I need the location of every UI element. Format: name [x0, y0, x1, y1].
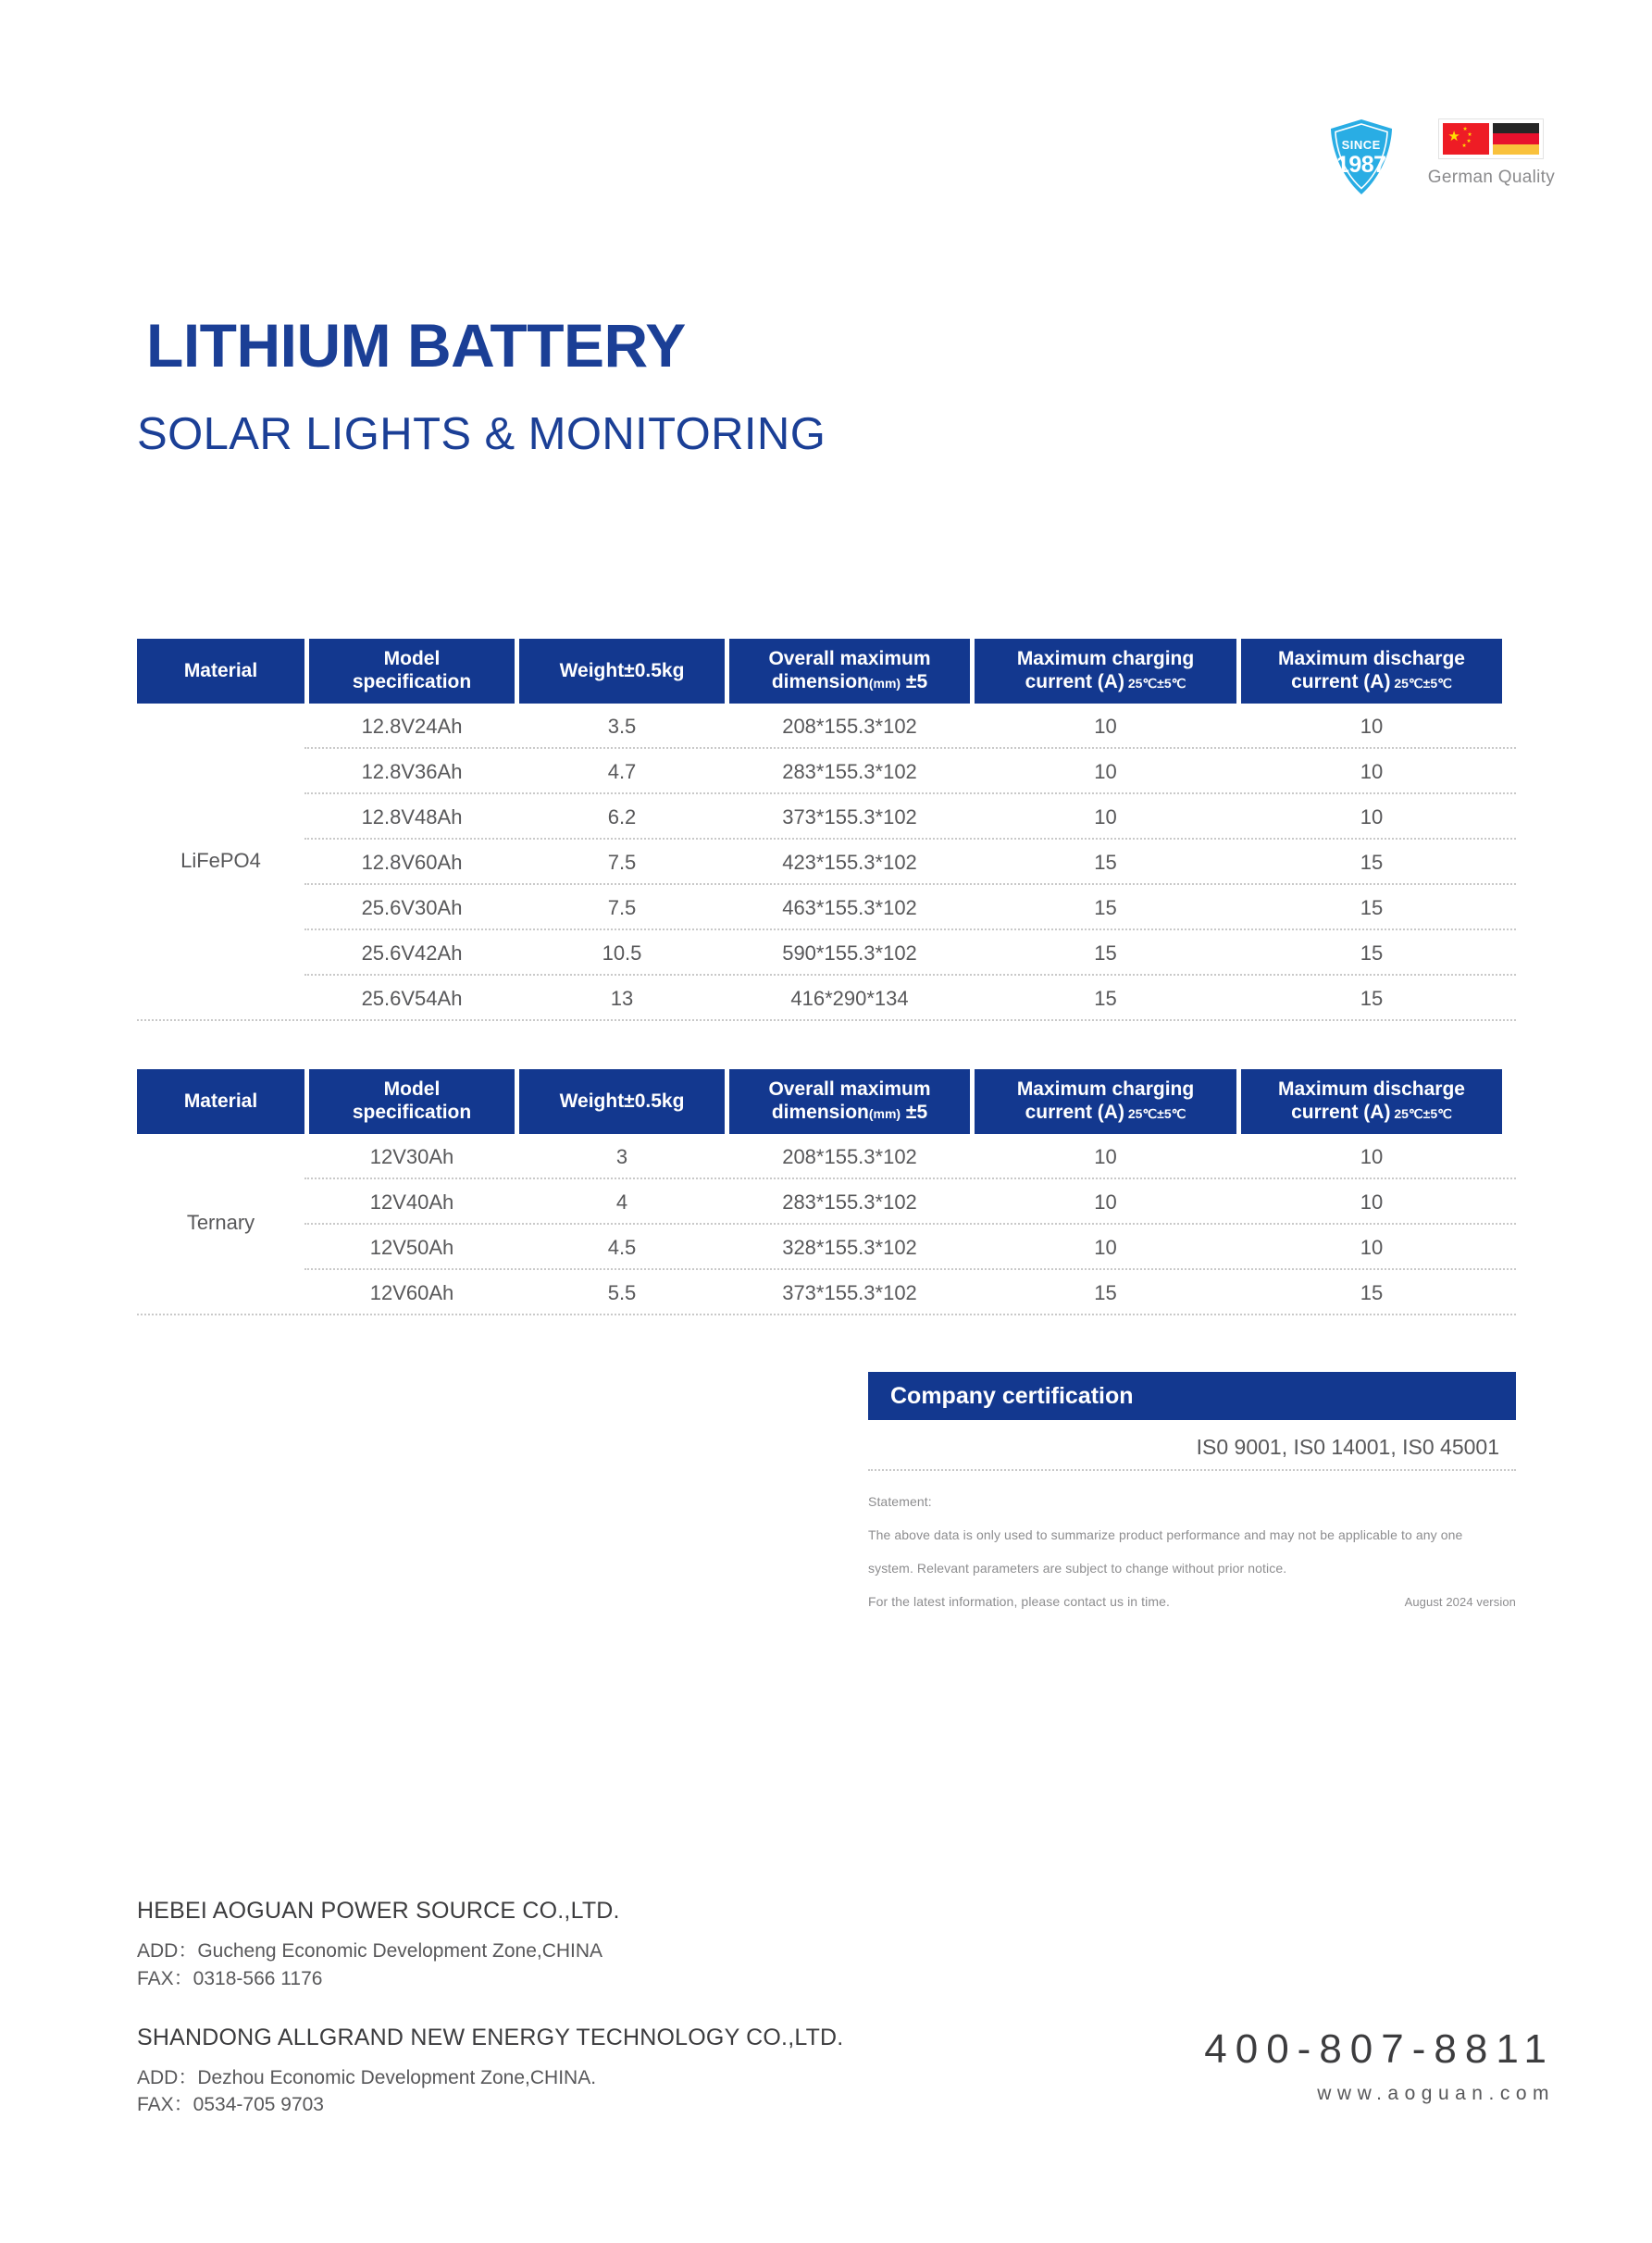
- german-quality-label: German Quality: [1427, 168, 1555, 187]
- lifepo4-spec-table: [137, 639, 1516, 1021]
- cell-charging-current: 10: [1094, 1235, 1117, 1259]
- statement-line-3-row: [868, 1595, 1516, 1608]
- cell-material-spacer: [137, 976, 304, 1021]
- column-header-max-charging-current: Maximum charging current (A) 25℃±5℃: [975, 1069, 1236, 1134]
- cell-model: 12V40Ah: [369, 1190, 454, 1214]
- table-body: [137, 704, 1516, 1021]
- cell-discharge-current: 15: [1360, 850, 1384, 874]
- cell-material-spacer: [137, 1134, 304, 1179]
- table-row: [137, 1225, 1516, 1270]
- column-header-max-charging-current: Maximum charging current (A) 25℃±5℃: [975, 639, 1236, 704]
- cell-material-spacer: [137, 794, 304, 840]
- cell-weight: 5.5: [607, 1280, 637, 1304]
- cell-model: 25.6V42Ah: [361, 941, 463, 965]
- company-block-1: [137, 1898, 843, 1993]
- cell-material-spacer: [137, 1270, 304, 1315]
- cell-charging-current: 10: [1094, 1190, 1117, 1214]
- cell-weight: 3.5: [607, 714, 637, 738]
- column-header-overall-dimension: Overall maximum dimension(mm) ±5: [729, 639, 970, 704]
- company-block-2: [137, 2025, 843, 2120]
- de-stripe-black: [1493, 123, 1539, 133]
- column-header-model-specification: Model specification: [309, 639, 515, 704]
- shield-since-label: SINCE: [1341, 137, 1381, 152]
- company-certification-block: [868, 1372, 1516, 1608]
- cell-weight: 4.5: [607, 1235, 637, 1259]
- cn-star-small-4: ★: [1461, 143, 1467, 149]
- cell-dimension: 373*155.3*102: [782, 804, 917, 829]
- flags-row: [1438, 118, 1544, 159]
- cell-weight: 10.5: [602, 941, 642, 965]
- china-flag-icon: [1443, 123, 1489, 155]
- cell-material-spacer: [137, 749, 304, 794]
- cell-weight: 6.2: [607, 804, 637, 829]
- cell-discharge-current: 10: [1360, 804, 1384, 829]
- cell-model: 12.8V60Ah: [361, 850, 463, 874]
- table-row: [137, 930, 1516, 976]
- flags-block: [1428, 118, 1555, 188]
- cell-discharge-current: 15: [1360, 941, 1384, 965]
- cell-material-spacer: [137, 885, 304, 930]
- cell-dimension: 283*155.3*102: [782, 759, 917, 783]
- column-header-model-specification: Model specification: [309, 1069, 515, 1134]
- company-2-name: SHANDONG ALLGRAND NEW ENERGY TECHNOLOGY CO.,LTD.: [137, 2024, 844, 2050]
- cn-star-small-2: ★: [1467, 132, 1472, 138]
- cell-discharge-current: 15: [1360, 986, 1384, 1010]
- page-title: LITHIUM BATTERY: [146, 311, 686, 380]
- cell-weight: 7.5: [607, 850, 637, 874]
- cell-model: 25.6V54Ah: [361, 986, 463, 1010]
- statement-line-2: system. Relevant parameters are subject to change without prior notice.: [868, 1561, 1287, 1576]
- table-row: [137, 840, 1516, 885]
- de-stripe-gold: [1493, 144, 1539, 155]
- cell-material-label: Ternary: [186, 1211, 255, 1234]
- cell-discharge-current: 10: [1360, 1144, 1384, 1168]
- cell-discharge-current: 15: [1360, 1280, 1384, 1304]
- cell-dimension: 373*155.3*102: [782, 1280, 917, 1304]
- cell-model: 12V60Ah: [369, 1280, 454, 1304]
- column-header-overall-dimension: Overall maximum dimension(mm) ±5: [729, 1069, 970, 1134]
- table-row: [137, 1270, 1516, 1315]
- cell-weight: 13: [610, 986, 634, 1010]
- company-2-address: ADD：Dezhou Economic Development Zone,CHINA.: [137, 2066, 597, 2088]
- cell-weight: 4: [615, 1190, 628, 1214]
- cell-weight: 4.7: [607, 759, 637, 783]
- cn-star-small-1: ★: [1462, 127, 1468, 132]
- certification-value: IS0 9001, IS0 14001, IS0 45001: [1196, 1435, 1499, 1459]
- cell-dimension: 463*155.3*102: [782, 895, 917, 919]
- column-header-max-discharge-current: Maximum discharge current (A) 25℃±5℃: [1241, 639, 1502, 704]
- cell-model: 25.6V30Ah: [361, 895, 463, 919]
- table-row: [137, 1179, 1516, 1225]
- cell-model: 12.8V36Ah: [361, 759, 463, 783]
- certification-header: Company certification: [868, 1372, 1516, 1420]
- header-badges: [1328, 118, 1555, 196]
- cell-weight: 7.5: [607, 895, 637, 919]
- statement-block: [868, 1471, 1516, 1608]
- cell-dimension: 590*155.3*102: [782, 941, 917, 965]
- cell-discharge-current: 15: [1360, 895, 1384, 919]
- cell-dimension: 208*155.3*102: [782, 714, 917, 738]
- column-header-max-discharge-current: Maximum discharge current (A) 25℃±5℃: [1241, 1069, 1502, 1134]
- statement-label: Statement:: [868, 1494, 932, 1509]
- cell-dimension: 423*155.3*102: [782, 850, 917, 874]
- since-shield-badge: [1328, 118, 1395, 196]
- cell-model: 12.8V24Ah: [361, 714, 463, 738]
- de-stripe-red: [1493, 133, 1539, 143]
- cell-charging-current: 10: [1094, 714, 1117, 738]
- company-1-fax: FAX：0318-566 1176: [137, 1967, 323, 1989]
- company-2-fax: FAX：0534-705 9703: [137, 2094, 324, 2116]
- column-header-material: Material: [137, 639, 304, 704]
- cell-discharge-current: 10: [1360, 759, 1384, 783]
- cell-model: 12.8V48Ah: [361, 804, 463, 829]
- cell-charging-current: 10: [1094, 1144, 1117, 1168]
- table-body: [137, 1134, 1516, 1315]
- cell-discharge-current: 10: [1360, 714, 1384, 738]
- cell-material-label: LiFePO4: [180, 848, 261, 872]
- table-row: [137, 749, 1516, 794]
- cell-material-spacer: [137, 930, 304, 976]
- footer-companies: [137, 1898, 843, 2119]
- table-row: [137, 885, 1516, 930]
- cell-charging-current: 15: [1094, 986, 1117, 1010]
- cell-charging-current: 15: [1094, 850, 1117, 874]
- cell-dimension: 416*290*134: [790, 986, 909, 1010]
- ternary-spec-table: [137, 1069, 1516, 1315]
- cell-discharge-current: 10: [1360, 1190, 1384, 1214]
- cell-weight: 3: [615, 1144, 628, 1168]
- shield-year-label: 1987: [1335, 151, 1386, 178]
- cell-dimension: 328*155.3*102: [782, 1235, 917, 1259]
- hotline-phone-number: 400-807-8811: [1204, 2026, 1555, 2072]
- table-row: [137, 976, 1516, 1021]
- cell-charging-current: 10: [1094, 804, 1117, 829]
- table-row: [137, 794, 1516, 840]
- company-1-name: HEBEI AOGUAN POWER SOURCE CO.,LTD.: [137, 1898, 620, 1924]
- table-row: [137, 1134, 1516, 1179]
- statement-version: August 2024 version: [1404, 1595, 1516, 1609]
- cell-model: 12V50Ah: [369, 1235, 454, 1259]
- column-header-weight: Weight±0.5kg: [519, 639, 725, 704]
- page-subtitle: SOLAR LIGHTS & MONITORING: [137, 409, 826, 459]
- table-row: [137, 704, 1516, 749]
- germany-flag-icon: [1493, 123, 1539, 155]
- cell-charging-current: 15: [1094, 895, 1117, 919]
- cell-charging-current: 15: [1094, 941, 1117, 965]
- table-header-row: [137, 639, 1516, 704]
- cell-discharge-current: 10: [1360, 1235, 1384, 1259]
- cell-dimension: 208*155.3*102: [782, 1144, 917, 1168]
- cell-material-spacer: [137, 704, 304, 749]
- company-1-address: ADD：Gucheng Economic Development Zone,CHINA: [137, 1940, 603, 1962]
- statement-line-1: The above data is only used to summarize product performance and may not be applicable to any one: [868, 1527, 1463, 1542]
- cn-star-large: ★: [1447, 129, 1460, 144]
- cn-star-small-3: ★: [1466, 139, 1472, 144]
- cell-model: 12V30Ah: [369, 1144, 454, 1168]
- column-header-material: Material: [137, 1069, 304, 1134]
- table-header-row: [137, 1069, 1516, 1134]
- cell-dimension: 283*155.3*102: [782, 1190, 917, 1214]
- statement-line-3: For the latest information, please contact us in time.: [868, 1594, 1170, 1609]
- website-url[interactable]: www.aoguan.com: [1317, 2083, 1555, 2105]
- column-header-weight: Weight±0.5kg: [519, 1069, 725, 1134]
- cell-charging-current: 10: [1094, 759, 1117, 783]
- cell-charging-current: 15: [1094, 1280, 1117, 1304]
- footer-contact: [1204, 2027, 1555, 2105]
